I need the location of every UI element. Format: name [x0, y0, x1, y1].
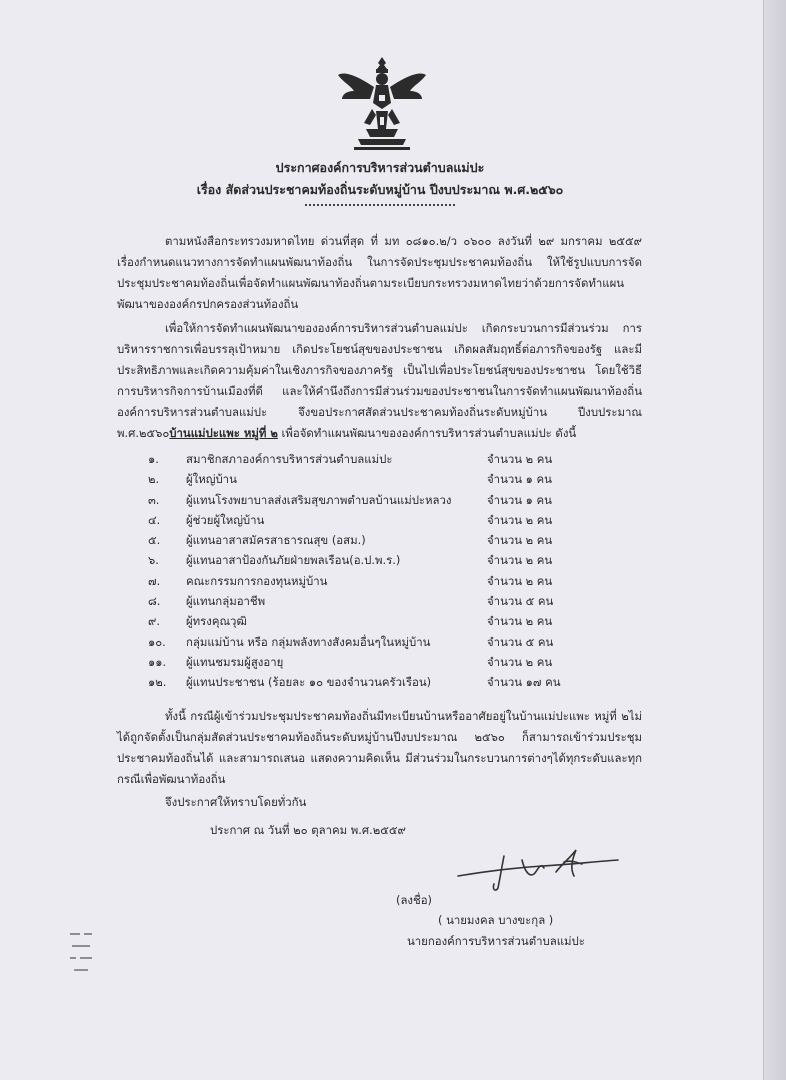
list-item: [148, 449, 588, 469]
signed-label: (ลงชื่อ): [396, 893, 433, 907]
item-quantity: จำนวน ๒ คน: [487, 573, 553, 588]
item-quantity: จำนวน ๑ คน: [487, 472, 552, 487]
paragraph-reference: [117, 231, 642, 315]
list-item: [148, 672, 588, 692]
handwritten-signature: [452, 838, 622, 896]
signer-title: นายกองค์การบริหารส่วนตำบลแม่ปะ: [407, 934, 585, 948]
margin-marks: [68, 930, 98, 975]
item-label: คณะกรรมการกองทุนหมู่บ้าน: [186, 573, 328, 588]
item-quantity: จำนวน ๒ คน: [487, 533, 553, 548]
announcement-subject: เรื่อง สัดส่วนประชาคมท้องถิ่นระดับหมู่บ้าน ปีงบประมาณ พ.ศ.๒๕๖๐: [196, 182, 564, 197]
item-label: ผู้แทนชมรมผู้สูงอายุ: [186, 654, 284, 669]
item-number: ๑๐.: [148, 634, 166, 649]
item-quantity: จำนวน ๒ คน: [487, 654, 553, 669]
paragraph-purpose-tail: เพื่อจัดทำแผนพัฒนาขององค์การบริหารส่วนตำบลแม่ปะ ดังนี้: [277, 426, 577, 440]
item-number: ๘.: [148, 594, 161, 609]
member-list: [148, 449, 588, 693]
title-divider: [305, 204, 455, 206]
item-quantity: จำนวน ๑ คน: [487, 492, 552, 507]
village-name: บ้านแม่ปะแพะ หมู่ที่ ๒: [169, 426, 278, 440]
item-quantity: จำนวน ๒ คน: [487, 452, 553, 466]
item-number: ๒.: [148, 472, 160, 487]
item-label: กลุ่มแม่บ้าน หรือ กลุ่มพลังทางสังคมอื่นๆในหมู่บ้าน: [186, 634, 431, 649]
item-number: ๗.: [148, 573, 161, 588]
item-label: ผู้แทนประชาชน (ร้อยละ ๑๐ ของจำนวนครัวเรือน): [186, 675, 432, 690]
closing-line: จึงประกาศให้ทราบโดยทั่วกัน: [165, 795, 307, 809]
list-item: [148, 571, 588, 591]
item-number: ๔.: [148, 512, 161, 527]
item-quantity: จำนวน ๒ คน: [487, 553, 553, 568]
list-item: [148, 550, 588, 570]
list-item: [148, 591, 588, 611]
announcement-date: ประกาศ ณ วันที่ ๒๐ ตุลาคม พ.ศ.๒๕๕๙: [210, 823, 406, 837]
item-number: ๙.: [148, 614, 160, 629]
paragraph-note: [117, 706, 642, 790]
list-item: [148, 469, 588, 489]
item-label: ผู้แทนอาสาป้องกันภัยฝ่ายพลเรือน(อ.ป.พ.ร.): [186, 553, 401, 568]
list-item: [148, 611, 588, 631]
item-number: ๑.: [148, 452, 159, 466]
item-quantity: จำนวน ๕ คน: [487, 634, 554, 649]
list-item: [148, 652, 588, 672]
item-label: สมาชิกสภาองค์การบริหารส่วนตำบลแม่ปะ: [186, 452, 393, 466]
paragraph-note-text: ทั้งนี้ กรณีผู้เข้าร่วมประชุมประชาคมท้องถิ่นมีทะเบียนบ้านหรืออาศัยอยู่ในบ้านแม่ปะแพะ หมู่ที่ ๒ไม่ได้ถูกจัดตั้งเป็นกลุ่มสัดส่วนประชาคมท้องถิ่นระดับหมู่บ้านปีงบประมาณ ๒๕๖๐ ก็สามารถเข้าร่วมประชุมประชาคมท้องถิ่นได้ และสามารถเสนอ แสดงความคิดเห็น มีส่วนร่วมในกระบวนการต่างๆได้ทุกระดับและทุกกรณีเพื่อพัฒนาท้องถิ่น: [117, 709, 642, 786]
paragraph-purpose-text: เพื่อให้การจัดทำแผนพัฒนาขององค์การบริหารส่วนตำบลแม่ปะ เกิดกระบวนการมีส่วนร่วม การบริหารราชการเพื่อบรรลุเป้าหมาย เกิดประโยชน์สุขของประชาชน เกิดผลสัมฤทธิ์ต่อภารกิจของรัฐ และมีประสิทธิภาพและเกิดความคุ้มค่าในเชิงภารกิจของภาครัฐ เป็นไปเพื่อประโยชน์สุขของประชาชน โดยใช้วิธีการบริหารกิจการบ้านเมืองที่ดี และให้คำนึงถึงการมีส่วนร่วมของประชาชนในการจัดทำแผนพัฒนาท้องถิ่น องค์การบริหารส่วนตำบลแม่ปะ จึงขอประกาศสัดส่วนประชาคมท้องถิ่นระดับหมู่บ้าน ปีงบประมาณ พ.ศ.๒๕๖๐: [117, 321, 642, 440]
item-number: ๖.: [148, 553, 159, 568]
item-number: ๓.: [148, 492, 160, 507]
paragraph-reference-text: ตามหนังสือกระทรวงมหาดไทย ด่วนที่สุด ที่ มท ๐๘๑๐.๒/ว ๐๖๐๐ ลงวันที่ ๒๙ มกราคม ๒๕๕๙ เรื่องกำหนดแนวทางการจัดทำแผนพัฒนาท้องถิ่น ในการจัดประชุมประชาคมท้องถิ่น ให้ใช้รูปแบบการจัดประชุมประชาคมท้องถิ่นเพื่อจัดทำแผนพัฒนาท้องถิ่นตามระเบียบกระทรวงมหาดไทยว่าด้วยการจัดทำแผนพัฒนาขององค์กรปกครองส่วนท้องถิ่น: [117, 234, 642, 311]
item-number: ๕.: [148, 533, 161, 548]
item-label: ผู้ใหญ่บ้าน: [186, 472, 237, 487]
item-label: ผู้แทนโรงพยาบาลส่งเสริมสุขภาพตำบลบ้านแม่ปะหลวง: [186, 492, 452, 507]
paragraph-purpose: [117, 318, 642, 444]
item-quantity: จำนวน ๑๗ คน: [487, 675, 561, 690]
item-number: ๑๒.: [148, 675, 167, 690]
item-label: ผู้แทนอาสาสมัครสาธารณสุข (อสม.): [186, 533, 366, 548]
list-item: [148, 490, 588, 510]
signer-name: ( นายมงคล บางขะกุล ): [438, 913, 554, 927]
list-item: [148, 632, 588, 652]
list-item: [148, 530, 588, 550]
item-label: ผู้ช่วยผู้ใหญ่บ้าน: [186, 512, 265, 527]
item-label: ผู้ทรงคุณวุฒิ: [186, 614, 247, 629]
page-edge: [763, 0, 786, 1080]
garuda-emblem-icon: [336, 55, 428, 151]
item-number: ๑๑.: [148, 654, 167, 669]
item-quantity: จำนวน ๕ คน: [487, 594, 554, 609]
announcement-title: ประกาศองค์การบริหารส่วนตำบลแม่ปะ: [275, 160, 485, 175]
item-label: ผู้แทนกลุ่มอาชีพ: [186, 594, 266, 609]
item-quantity: จำนวน ๒ คน: [487, 512, 553, 527]
list-item: [148, 510, 588, 530]
item-quantity: จำนวน ๒ คน: [487, 614, 553, 629]
